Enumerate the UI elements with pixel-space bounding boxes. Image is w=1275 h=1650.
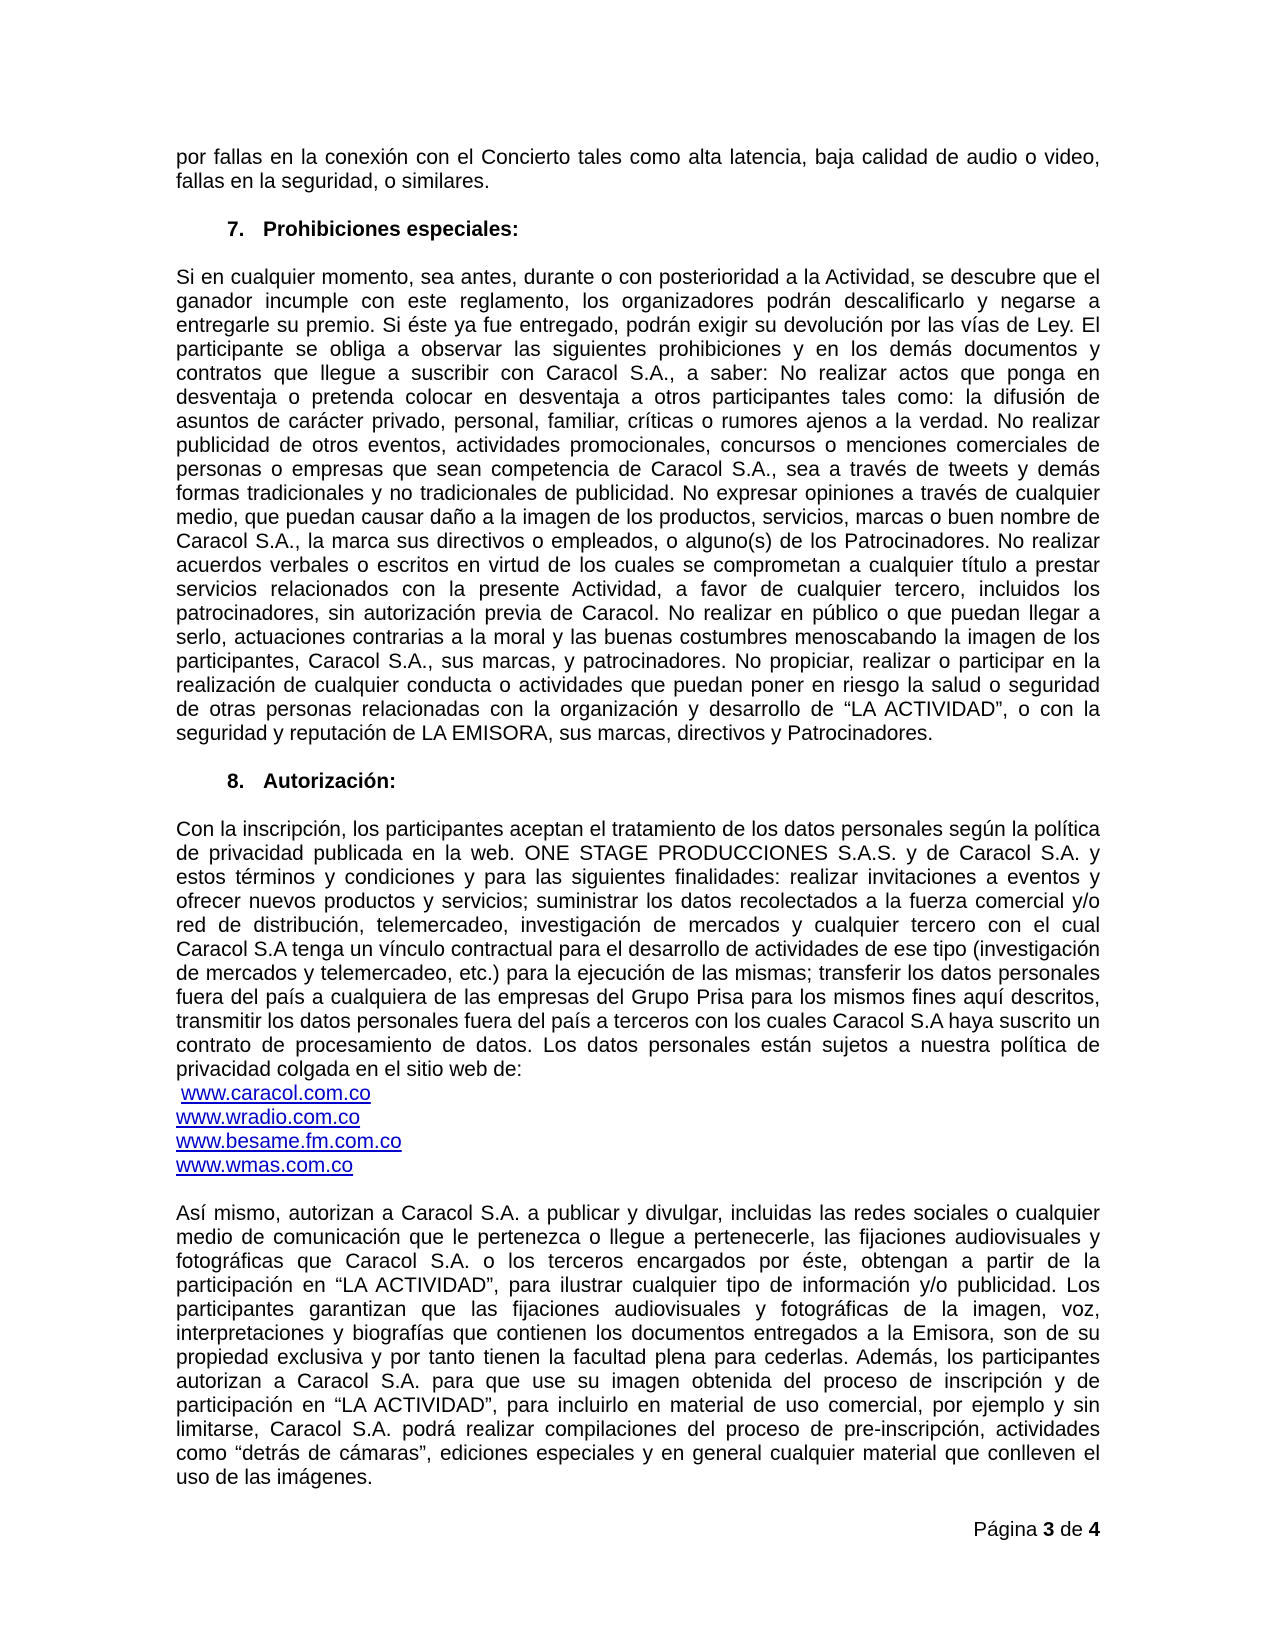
- footer-total-pages: 4: [1088, 1518, 1100, 1541]
- section-8-number: 8.: [227, 770, 245, 793]
- footer-label: Página: [973, 1518, 1038, 1541]
- link-caracol[interactable]: www.caracol.com.co: [181, 1082, 371, 1105]
- link-wmas[interactable]: www.wmas.com.co: [176, 1154, 354, 1177]
- footer-separator: de: [1060, 1518, 1083, 1541]
- link-line: [176, 1154, 1100, 1178]
- page-footer: [176, 1518, 1100, 1542]
- closing-paragraph: Así mismo, autorizan a Caracol S.A. a publicar y divulgar, incluidas las redes sociales o cualquier medio de comunicación que le pertenezca o llegue a pertenecerle, las fijaciones audiovisuales y fotográficas que Caracol S.A. o los terceros encargados por éste, obtengan a partir de la participación en “LA ACTIVIDAD”, para ilustrar cualquier tipo de información y/o publicidad. Los participantes garantizan que las fijaciones audiovisuales y fotográficas de la imagen, voz, interpretaciones y biografías que contienen los documentos entregados a la Emisora, son de su propiedad exclusiva y por tanto tienen la facultad plena para cederlas. Además, los participantes autorizan a Caracol S.A. para que use su imagen obtenida del proceso de inscripción y de participación en “LA ACTIVIDAD”, para incluirlo en material de uso comercial, por ejemplo y sin limitarse, Caracol S.A. podrá realizar compilaciones del proceso de pre-inscripción, actividades como “detrás de cámaras”, ediciones especiales y en general cualquier material que conlleven el uso de las imágenes.: [176, 1202, 1100, 1489]
- privacy-links-list: [176, 1082, 1100, 1178]
- link-line: [176, 1082, 1100, 1106]
- link-line: [176, 1130, 1100, 1154]
- document-content: [176, 146, 1100, 1514]
- intro-paragraph: por fallas en la conexión con el Concierto tales como alta latencia, baja calidad de audio o video, fallas en la seguridad, o similares.: [176, 146, 1100, 193]
- link-wradio[interactable]: www.wradio.com.co: [176, 1106, 361, 1129]
- link-line: [176, 1106, 1100, 1130]
- section-7-title: Prohibiciones especiales:: [263, 218, 519, 241]
- section-8-title: Autorización:: [263, 770, 397, 793]
- section-7-body: Si en cualquier momento, sea antes, durante o con posterioridad a la Actividad, se descubre que el ganador incumple con este reglamento, los organizadores podrán descalificarlo y negarse a entregarle su premio. Si éste ya fue entregado, podrán exigir su devolución por las vías de Ley. El participante se obliga a observar las siguientes prohibiciones y en los demás documentos y contratos que llegue a suscribir con Caracol S.A., a saber: No realizar actos que ponga en desventaja o pretenda colocar en desventaja a otros participantes tales como: la difusión de asuntos de carácter privado, personal, familiar, críticas o rumores ajenos a la verdad. No realizar publicidad de otros eventos, actividades promocionales, concursos o menciones comerciales de personas o empresas que sean competencia de Caracol S.A., sea a través de tweets y demás formas tradicionales y no tradicionales de publicidad. No expresar opiniones a través de cualquier medio, que puedan causar daño a la imagen de los productos, servicios, marcas o buen nombre de Caracol S.A., la marca sus directivos o empleados, o alguno(s) de los Patrocinadores. No realizar acuerdos verbales o escritos en virtud de los cuales se comprometan a cualquier título a prestar servicios relacionados con la presente Actividad, a favor de cualquier tercero, incluidos los patrocinadores, sin autorización previa de Caracol. No realizar en público o que puedan llegar a serlo, actuaciones contrarias a la moral y las buenas costumbres menoscabando la imagen de los participantes, Caracol S.A., sus marcas, y patrocinadores. No propiciar, realizar o participar en la realización de cualquier conducta o actividades que puedan poner en riesgo la salud o seguridad de otras personas relacionadas con la organización y desarrollo de “LA ACTIVIDAD”, o con la seguridad y reputación de LA EMISORA, sus marcas, directivos y Patrocinadores.: [176, 266, 1100, 745]
- section-7-number: 7.: [227, 218, 245, 241]
- footer-page-number: 3: [1042, 1518, 1055, 1541]
- section-8-heading: [176, 770, 1100, 794]
- section-8-body: Con la inscripción, los participantes aceptan el tratamiento de los datos personales según la política de privacidad publicada en la web. ONE STAGE PRODUCCIONES S.A.S. y de Caracol S.A. y estos términos y condiciones y para las siguientes finalidades: realizar invitaciones a eventos y ofrecer nuevos productos y servicios; suministrar los datos recolectados a la fuerza comercial y/o red de distribución, telemercadeo, investigación de mercados y cualquier tercero con el cual Caracol S.A tenga un vínculo contractual para el desarrollo de actividades de ese tipo (investigación de mercados y telemercadeo, etc.) para la ejecución de las mismas; transferir los datos personales fuera del país a cualquiera de las empresas del Grupo Prisa para los mismos fines aquí descritos, transmitir los datos personales fuera del país a terceros con los cuales Caracol S.A haya suscrito un contrato de procesamiento de datos. Los datos personales están sujetos a nuestra política de privacidad colgada en el sitio web de:: [176, 818, 1100, 1081]
- link-besame[interactable]: www.besame.fm.com.co: [176, 1130, 402, 1153]
- section-7-heading: [176, 218, 1100, 242]
